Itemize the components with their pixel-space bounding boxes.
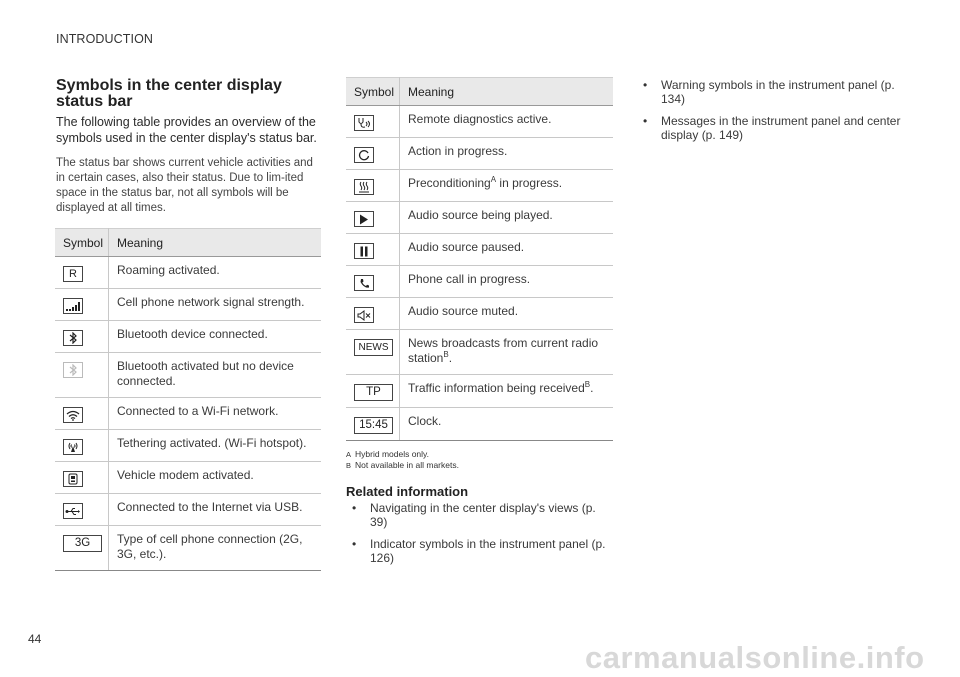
table-row — [346, 170, 613, 202]
table-row — [346, 234, 613, 266]
meaning-text-after: in progress. — [496, 176, 563, 190]
meaning-cell: Bluetooth device connected. — [109, 321, 322, 353]
section-header: INTRODUCTION — [56, 32, 154, 46]
signal-strength-icon — [63, 298, 83, 314]
table-row — [55, 353, 321, 398]
play-icon — [354, 211, 374, 227]
table-row — [55, 430, 321, 462]
clock-icon: 15:45 — [354, 417, 393, 434]
network-type-icon: 3G — [63, 535, 102, 552]
related-list — [346, 501, 606, 573]
table-row — [55, 526, 321, 571]
action-progress-icon — [354, 147, 374, 163]
related-list-continued — [637, 78, 917, 150]
pause-icon — [354, 243, 374, 259]
meaning-cell: Cell phone network signal strength. — [109, 289, 322, 321]
wifi-icon — [63, 407, 83, 423]
table-row — [346, 266, 613, 298]
article-lead: The following table provides an overview of the symbols used in the center display's status bar. — [56, 115, 317, 145]
meaning-cell: Remote diagnostics active. — [400, 106, 614, 138]
related-link[interactable]: • Warning symbols in the instrument panel (p. 134) — [637, 78, 917, 106]
footnote-ref: A — [490, 175, 497, 184]
preconditioning-icon — [354, 179, 374, 195]
traffic-info-icon: TP — [354, 384, 393, 401]
page-number: 44 — [28, 632, 42, 646]
table-row — [346, 298, 613, 330]
symbol-column-header: Symbol — [346, 78, 400, 106]
table-row — [55, 494, 321, 526]
article-title: Symbols in the center display status bar — [56, 77, 282, 110]
table-row — [346, 375, 613, 408]
news-icon: NEWS — [354, 339, 393, 356]
meaning-cell: Phone call in progress. — [400, 266, 614, 298]
footnotes — [346, 449, 459, 471]
meaning-cell — [400, 330, 614, 375]
table-row — [346, 408, 613, 441]
meaning-cell: Roaming activated. — [109, 257, 322, 289]
footnote-text: Hybrid models only. — [355, 449, 430, 459]
table-row — [346, 330, 613, 375]
footnote-text: Not available in all markets. — [355, 460, 459, 470]
symbol-column-header: Symbol — [55, 229, 109, 257]
muted-icon — [354, 307, 374, 323]
bluetooth-inactive-icon — [63, 362, 83, 378]
table-row — [55, 321, 321, 353]
footnote-item — [346, 449, 459, 460]
related-title: Related information — [346, 484, 469, 499]
symbols-table-left — [55, 228, 321, 571]
meaning-cell: Audio source muted. — [400, 298, 614, 330]
footnote-item — [346, 460, 459, 471]
table-row — [55, 289, 321, 321]
meaning-cell — [400, 375, 614, 408]
table-row — [346, 138, 613, 170]
meaning-cell: Connected to the Internet via USB. — [109, 494, 322, 526]
meaning-cell: Connected to a Wi-Fi network. — [109, 398, 322, 430]
phone-icon — [354, 275, 374, 291]
meaning-text-after: . — [590, 381, 594, 395]
modem-icon — [63, 471, 83, 487]
meaning-cell: Audio source paused. — [400, 234, 614, 266]
meaning-text: News broadcasts from current radio station — [408, 336, 599, 365]
meaning-cell: Type of cell phone connection (2G, 3G, etc.). — [109, 526, 322, 571]
table-row — [55, 462, 321, 494]
article-body: The status bar shows current vehicle activities and in certain cases, also their status. Due to lim-ited space in the status bar, not all symbols will be displayed at all times. — [56, 157, 313, 214]
table-row — [346, 106, 613, 138]
symbols-table-right — [346, 77, 613, 441]
article-intro — [56, 78, 322, 216]
roaming-icon: R — [63, 266, 83, 282]
related-link[interactable]: • Messages in the instrument panel and center display (p. 149) — [637, 114, 917, 142]
table-row — [55, 398, 321, 430]
remote-diagnostics-icon — [354, 115, 374, 131]
meaning-column-header: Meaning — [400, 78, 614, 106]
footnote-ref: B — [584, 380, 591, 389]
table-row — [346, 202, 613, 234]
meaning-column-header: Meaning — [109, 229, 322, 257]
usb-icon — [63, 503, 83, 519]
meaning-cell: Audio source being played. — [400, 202, 614, 234]
meaning-cell: Bluetooth activated but no device connected. — [109, 353, 322, 398]
meaning-text-after: . — [448, 351, 453, 365]
footnote-key: A — [346, 450, 352, 459]
meaning-cell: Clock. — [400, 408, 614, 441]
meaning-cell: Tethering activated. (Wi-Fi hotspot). — [109, 430, 322, 462]
watermark: carmanualsonline.info — [585, 640, 925, 675]
footnote-key: B — [346, 461, 352, 470]
related-link[interactable]: • Indicator symbols in the instrument panel (p. 126) — [346, 537, 606, 565]
meaning-cell: Vehicle modem activated. — [109, 462, 322, 494]
meaning-text: Preconditioning — [408, 176, 491, 190]
meaning-text: Traffic information being received — [408, 381, 585, 395]
meaning-cell — [400, 170, 614, 202]
related-link[interactable]: • Navigating in the center display's views (p. 39) — [346, 501, 606, 529]
footnote-ref: B — [443, 350, 449, 359]
hotspot-icon — [63, 439, 83, 455]
bluetooth-icon — [63, 330, 83, 346]
table-row — [55, 257, 321, 289]
meaning-cell: Action in progress. — [400, 138, 614, 170]
